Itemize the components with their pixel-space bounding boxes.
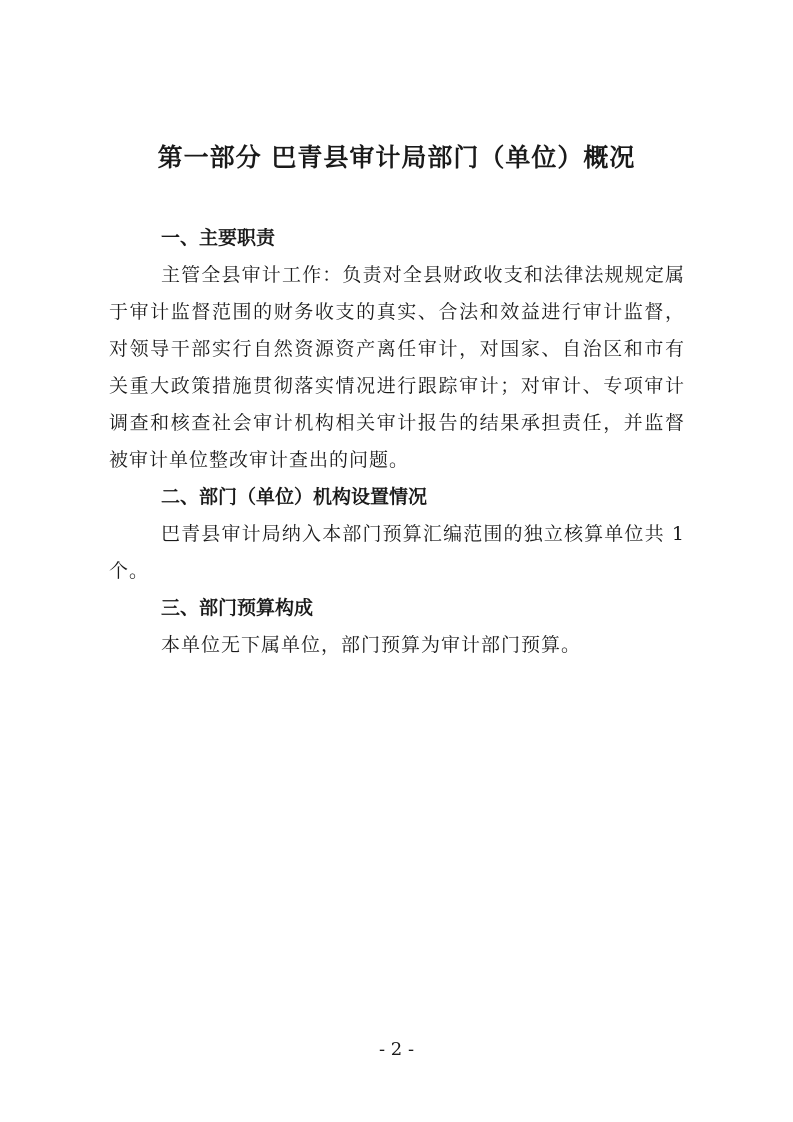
section-body-main-duties: 主管全县审计工作：负责对全县财政收支和法律法规规定属于审计监督范围的财务收支的真实、合法和效益进行审计监督，对领导干部实行自然资源资产离任审计，对国家、自治区和市有关重大政策措施贯彻落实情况进行跟踪审计；对审计、专项审计调查和核查社会审计机构相关审计报告的结果承担责任，并监督被审计单位整改审计查出的问题。 bbox=[109, 264, 685, 471]
section-heading-org-setup: 二、部门（单位）机构设置情况 bbox=[161, 486, 428, 508]
page-number: - 2 - bbox=[378, 1039, 415, 1060]
page-title: 第一部分 巴青县审计局部门（单位）概况 bbox=[157, 143, 636, 172]
section-heading-budget-composition: 三、部门预算构成 bbox=[161, 597, 314, 619]
section-heading-main-duties: 一、主要职责 bbox=[161, 227, 276, 249]
section-body-budget-composition: 本单位无下属单位，部门预算为审计部门预算。 bbox=[161, 634, 582, 656]
section-body-org-setup: 巴青县审计局纳入本部门预算汇编范围的独立核算单位共 1 个。 bbox=[109, 523, 685, 582]
document-body bbox=[109, 220, 685, 664]
